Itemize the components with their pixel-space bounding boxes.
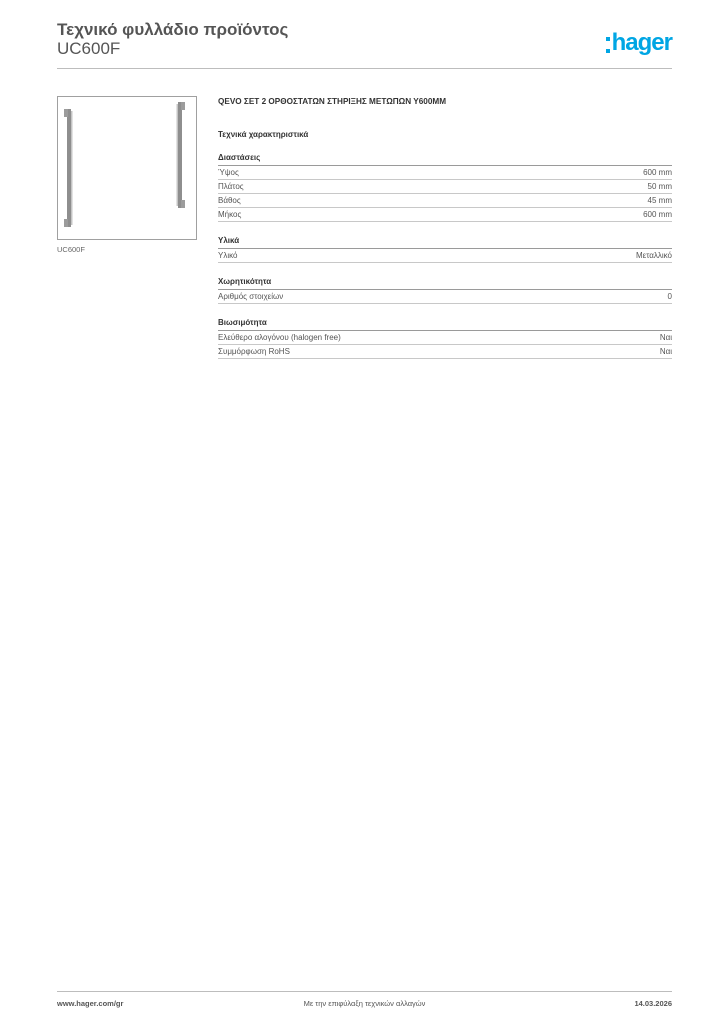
spec-group-materials (218, 236, 672, 263)
spec-group-title: Διαστάσεις (218, 153, 672, 166)
image-caption: UC600F (57, 245, 85, 254)
spec-row (218, 194, 672, 208)
header-divider (57, 68, 672, 69)
spec-value: 50 mm (647, 182, 672, 191)
product-details (218, 97, 672, 373)
spec-row (218, 180, 672, 194)
product-code: UC600F (57, 39, 121, 58)
spec-group-sustainability (218, 318, 672, 359)
spec-row (218, 331, 672, 345)
logo-text: hager (611, 29, 672, 56)
spec-value: Μεταλλικό (635, 251, 672, 260)
spec-row (218, 290, 672, 304)
spec-label: Συμμόρφωση RoHS (218, 347, 290, 356)
document-title: Τεχνικό φυλλάδιο προϊόντος (57, 20, 289, 39)
spec-group-title: Χωρητικότητα (218, 277, 672, 290)
page-footer (57, 999, 672, 1011)
spec-row (218, 166, 672, 180)
spec-label: Μήκος (218, 210, 242, 219)
product-name: QEVO ΣΕΤ 2 ΟΡΘΟΣΤΑΤΩΝ ΣΤΗΡΙΞΗΣ ΜΕΤΩΠΩΝ Υ600ΜΜ (218, 97, 447, 106)
spec-row (218, 345, 672, 359)
spec-value: Ναι (659, 333, 672, 342)
footer-website-link[interactable]: www.hager.com/gr (57, 999, 124, 1008)
spec-group-capacity (218, 277, 672, 304)
spec-label: Αριθμός στοιχείων (218, 292, 284, 301)
spec-value: Ναι (659, 347, 672, 356)
footer-date: 14.03.2026 (634, 999, 672, 1008)
spec-label: Ελεύθερο αλογόνου (halogen free) (218, 333, 341, 342)
page-header (57, 20, 672, 68)
spec-label: Υλικό (218, 251, 238, 260)
spec-row (218, 249, 672, 263)
footer-notice: Με την επιφύλαξη τεχνικών αλλαγών (303, 999, 426, 1008)
logo-dots-icon (606, 37, 610, 53)
spec-label: Βάθος (218, 196, 241, 205)
spec-group-dimensions (218, 153, 672, 222)
spec-label: Ύψος (218, 168, 239, 177)
product-image (57, 96, 197, 240)
spec-value: 600 mm (643, 210, 672, 219)
spec-row (218, 208, 672, 222)
spec-value: 600 mm (643, 168, 672, 177)
spec-group-title: Βιωσιμότητα (218, 318, 672, 331)
footer-divider (57, 991, 672, 992)
upright-rails-icon (58, 97, 198, 241)
hager-logo (606, 30, 672, 56)
spec-group-title: Υλικά (218, 236, 672, 249)
spec-label: Πλάτος (218, 182, 244, 191)
specs-section-title: Τεχνικά χαρακτηριστικά (218, 130, 309, 139)
spec-value: 45 mm (647, 196, 672, 205)
spec-value: 0 (667, 292, 672, 301)
